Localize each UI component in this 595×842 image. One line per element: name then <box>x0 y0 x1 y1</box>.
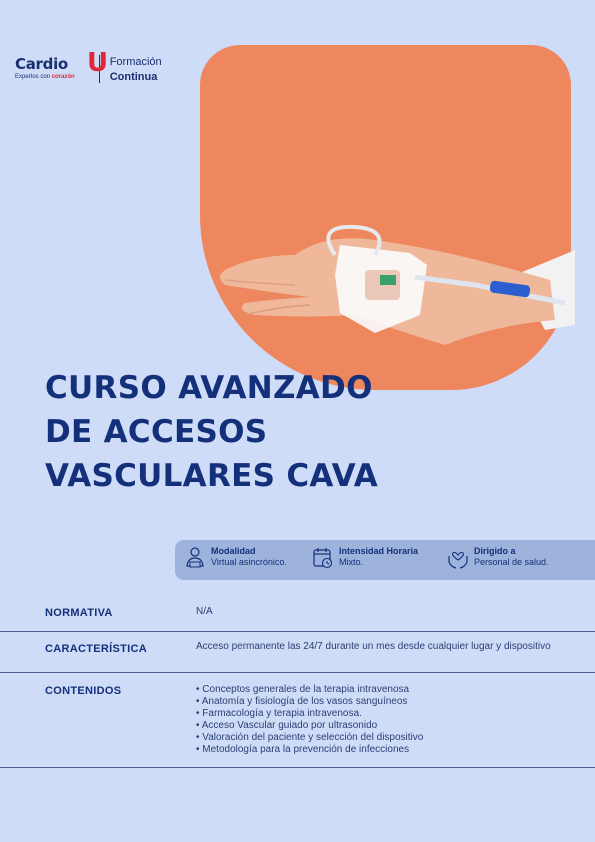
info-intensidad <box>312 546 418 570</box>
list-item: • Anatomía y fisiología de los vasos sanguíneos <box>196 696 408 707</box>
divider-2 <box>0 672 595 673</box>
dirigido-value: Personal de salud. <box>474 557 549 567</box>
caracteristica-value: Acceso permanente las 24/7 durante un mes desde cualquier lugar y dispositivo <box>196 641 551 652</box>
logo-u-mark: U <box>87 48 109 78</box>
logo-program <box>110 55 162 85</box>
course-info-bar <box>175 540 595 580</box>
title-line-3: VASCULARES CAVA <box>45 458 379 494</box>
hands-heart-icon <box>447 546 469 570</box>
intensidad-value: Mixto. <box>339 557 364 567</box>
logo-program-line1: Formación <box>109 56 162 68</box>
hand-iv-catheter-image <box>215 215 575 355</box>
divider-3 <box>0 767 595 768</box>
normativa-label: NORMATIVA <box>45 607 113 619</box>
divider-1 <box>0 631 595 632</box>
normativa-value: N/A <box>196 606 213 617</box>
list-item: • Metodología para la prevención de infecciones <box>196 744 410 755</box>
course-title <box>45 366 378 498</box>
person-laptop-icon <box>184 546 206 570</box>
logo-tagline-emphasis: corazón <box>51 74 75 80</box>
modalidad-value: Virtual asincrónico. <box>211 557 287 567</box>
logo-tagline <box>15 74 75 80</box>
list-item: • Valoración del paciente y selección del dispositivo <box>196 732 424 743</box>
info-modalidad <box>184 546 287 570</box>
title-line-2: DE ACCESOS <box>45 414 268 450</box>
info-dirigido <box>447 546 549 570</box>
contenidos-label: CONTENIDOS <box>45 685 122 697</box>
dirigido-label: Dirigido a <box>474 546 516 556</box>
contenidos-list <box>196 684 556 756</box>
title-line-1: CURSO AVANZADO <box>45 370 373 406</box>
modalidad-label: Modalidad <box>211 546 256 556</box>
list-item: • Farmacología y terapia intravenosa. <box>196 708 362 719</box>
caracteristica-label: CARACTERÍSTICA <box>45 643 147 655</box>
cardiou-logo <box>15 48 162 85</box>
logo-wordmark: Cardio <box>15 55 68 73</box>
logo-program-line2: Continua <box>109 71 158 83</box>
list-item: • Conceptos generales de la terapia intravenosa <box>196 684 410 695</box>
intensidad-label: Intensidad Horaria <box>339 546 419 556</box>
logo-brand <box>15 48 109 80</box>
calendar-clock-icon <box>312 546 334 570</box>
list-item: • Acceso Vascular guiado por ultrasonido <box>196 720 378 731</box>
logo-tagline-prefix: Expertos con <box>15 74 52 80</box>
